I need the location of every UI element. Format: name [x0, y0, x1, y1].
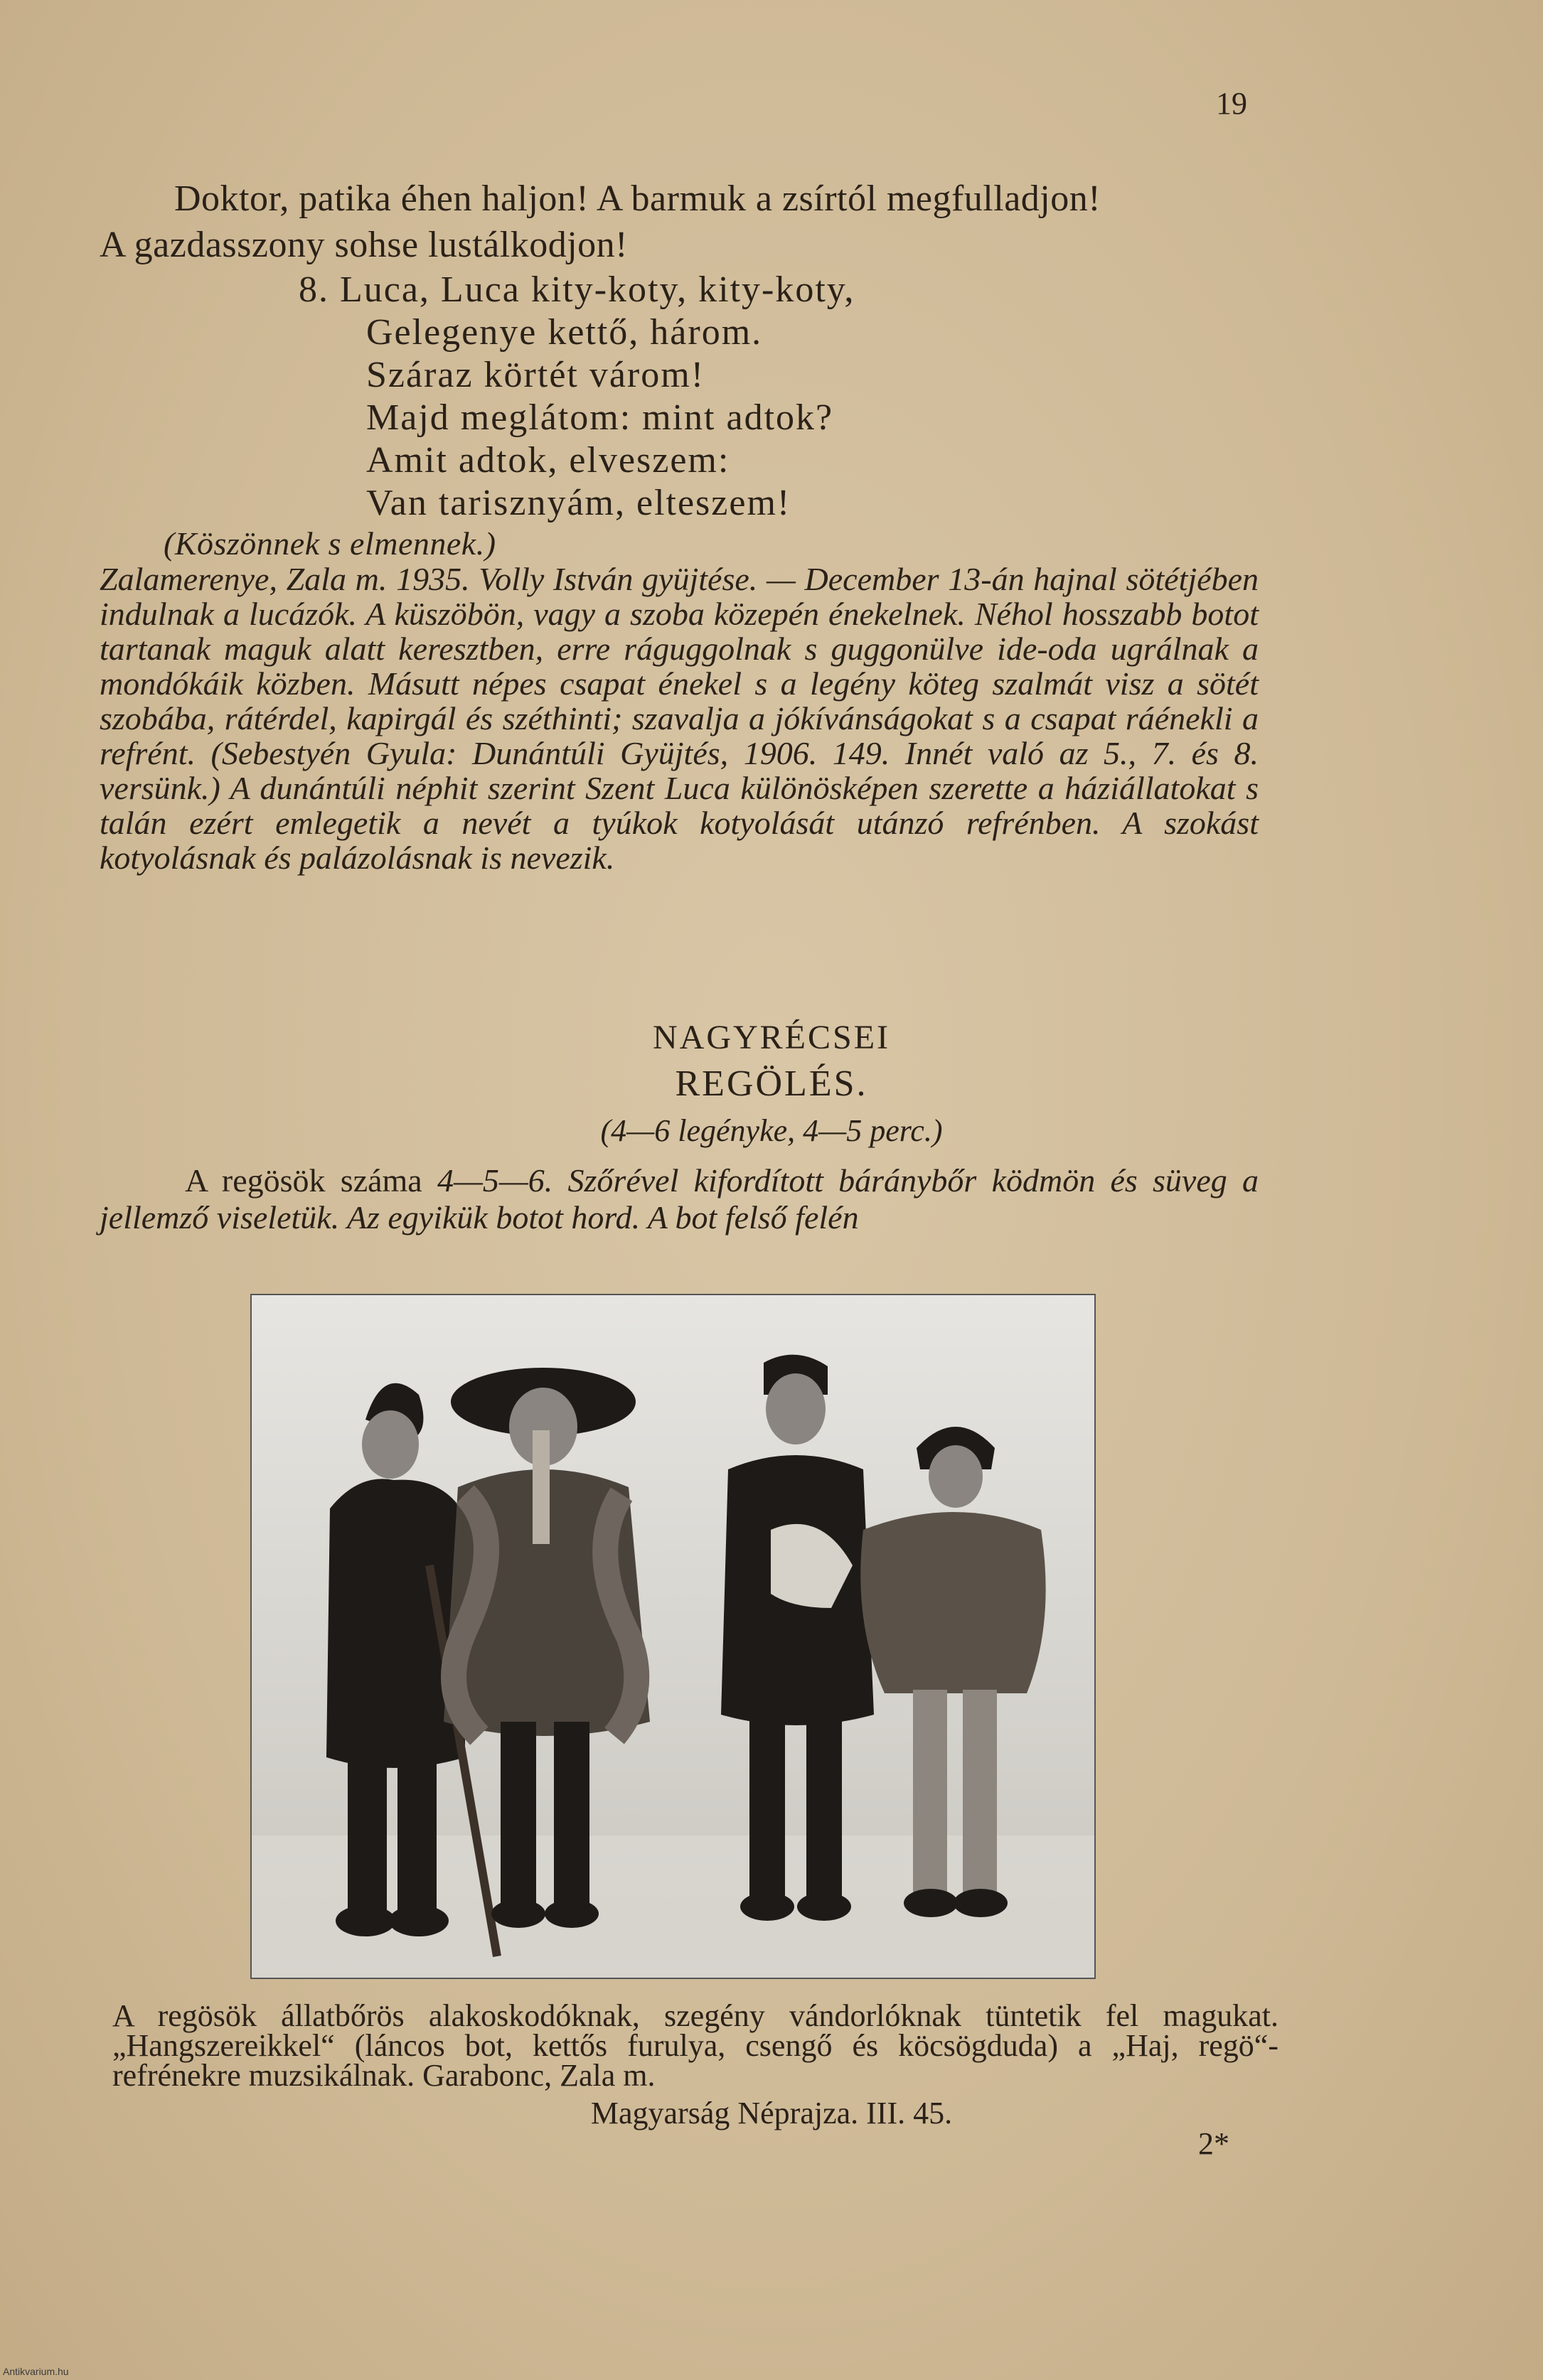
text-line-2: A gazdasszony sohse lustálkodjon! — [100, 225, 628, 265]
poem-line: 8. Luca, Luca kity-koty, kity-koty, — [299, 269, 855, 310]
poem-line: Száraz körtét várom! — [366, 355, 705, 395]
note-paragraph — [100, 562, 1259, 875]
poem-line: Majd meglátom: mint adtok? — [366, 397, 834, 438]
page-number: 19 — [1216, 86, 1247, 121]
photograph-regosok — [250, 1294, 1096, 1979]
signature-mark: 2* — [1198, 2126, 1229, 2161]
poem-line: Amit adtok, elveszem: — [366, 440, 730, 481]
section-title-line-1: NAGYRÉCSEI — [652, 1019, 890, 1056]
figure-caption — [112, 1998, 1278, 2093]
text-line-1: Doktor, patika éhen haljon! A barmuk a zsírtól megfulladjon! — [174, 178, 1101, 219]
poem-line: Van tarisznyám, elteszem! — [366, 483, 791, 523]
intro-plain: A regösök száma — [185, 1162, 437, 1199]
intro-italic: 4—5—6. Szőrével kifordított báránybőr ködmön és süveg a jellemző viseletük. Az egyikük botot hord. A bot felső felén — [100, 1162, 1259, 1235]
section-title-line-2: REGÖLÉS. — [675, 1063, 868, 1104]
figure-caption-text: A regösök állatbőrös alakoskodóknak, szegény vándorlóknak tüntetik fel magukat. „Hangszereikkel“ (láncos bot, kettős furulya, csengő és köcsögduda) a „Haj, regö“-refrénekre muzsikálnak. Garabonc, Zala m. — [112, 1998, 1278, 2093]
watermark: Antikvarium.hu — [3, 2366, 69, 2377]
poem-line: Gelegenye kettő, három. — [366, 312, 763, 353]
note-text: Zalamerenye, Zala m. 1935. Volly István gyüjtése. — December 13-án hajnal sötétjében indulnak a lucázók. A küszöbön, vagy a szoba közepén énekelnek. Néhol hosszabb botot tartanak maguk alatt keresztben, erre ráguggolnak s guggonülve ide-oda ugrálnak a mondókáik közben. Másutt népes csapat énekel s a legény köteg szalmát visz a sötét szobába, rátérdel, kapirgál és széthinti; szavalja a jókívánságokat s a csapat ráénekli a refrént. (Sebestyén Gyula: Dunántúli Gyüjtés, 1906. 149. Innét való az 5., 7. és 8. versünk.) A dunántúli néphit szerint Szent Luca különösképen szerette a háziállatokat s talán ezért emlegetik a nevét a tyúkok kotyolását utánzó refrénben. A szokást kotyolásnak és palázolásnak is nevezik. — [100, 561, 1259, 876]
figure-source: Magyarság Néprajza. III. 45. — [590, 2096, 953, 2130]
stage-note: (Köszönnek s elmennek.) — [164, 525, 496, 562]
section-subtitle: (4—6 legényke, 4—5 perc.) — [600, 1113, 943, 1148]
photo-illustration — [252, 1295, 1094, 1978]
intro-paragraph — [100, 1162, 1259, 1236]
